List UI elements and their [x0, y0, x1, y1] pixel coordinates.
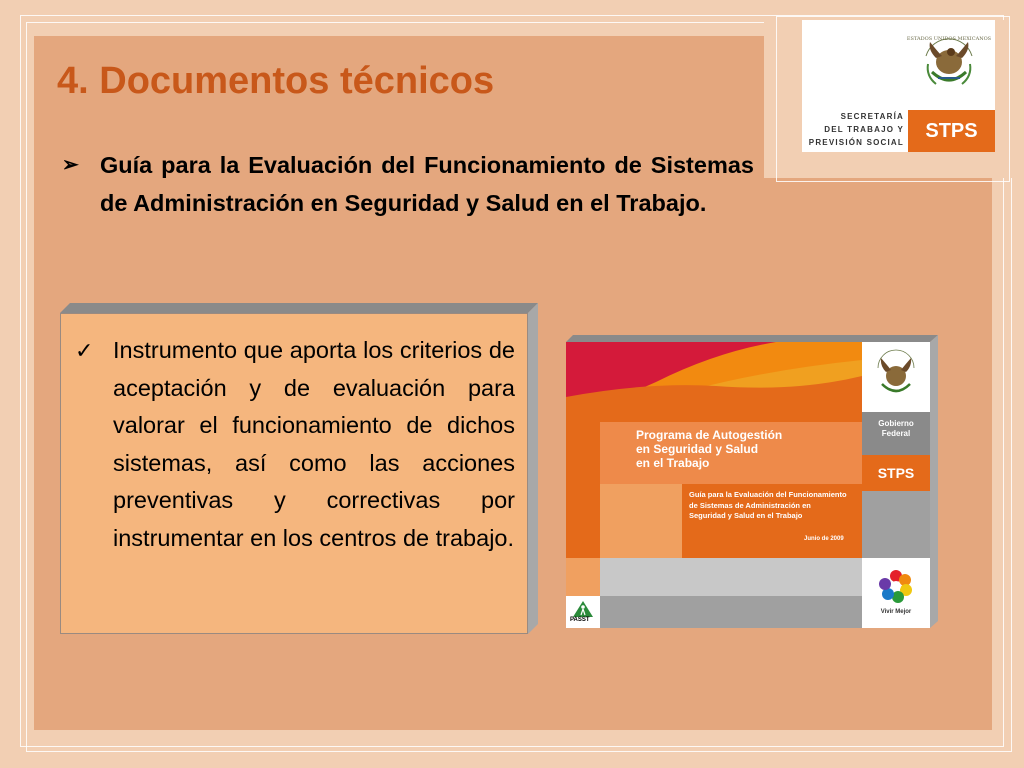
vivir-mejor-label: Vivir Mejor [880, 609, 912, 615]
cover-stps-badge: STPS [862, 455, 930, 491]
gobierno-line: Gobierno [878, 419, 914, 428]
secretaria-line: SECRETARÍA [840, 112, 904, 121]
cover-title-line: Programa de Autogestión [636, 428, 783, 442]
cover-block [566, 558, 600, 596]
gobierno-line: Federal [881, 429, 911, 438]
cover-subtitle [689, 490, 847, 522]
cover-title-line: en Seguridad y Salud [636, 442, 759, 456]
cover-seal-icon [872, 348, 920, 404]
cover-block [600, 558, 862, 596]
arrow-bullet-icon: ➢ [62, 154, 79, 176]
check-icon: ✓ [75, 338, 94, 363]
document-cover [566, 335, 938, 628]
secretaria-text [808, 110, 904, 149]
cover-image [566, 342, 930, 628]
secretaria-line: DEL TRABAJO Y [824, 125, 904, 134]
coat-of-arms-icon [906, 30, 992, 96]
cover-title-line: en el Trabajo [636, 456, 710, 470]
bullet-item [75, 332, 515, 557]
description-box [60, 303, 538, 634]
bullet-text: Instrumento que aporta los criterios de aceptación y de evaluación para valorar el funcionamiento de dichos sistemas, así como las acciones preventivas y correctivas por instrumentar en los centros de trabajo. [113, 337, 515, 551]
box-front [60, 313, 528, 634]
cover-block [600, 596, 862, 628]
document-heading [62, 146, 754, 222]
heading-text: Guía para la Evaluación del Funcionamiento de Sistemas de Administración en Seguridad y Salud en el Trabajo. [100, 152, 754, 216]
cover-block [566, 484, 600, 558]
cover-date: Junio de 2009 [804, 536, 844, 542]
secretaria-line: PREVISIÓN SOCIAL [808, 138, 904, 147]
seal-text: ESTADOS UNIDOS MEXICANOS [906, 36, 992, 42]
cover-subtitle-line: Seguridad y Salud en el Trabajo [689, 511, 803, 520]
vivir-mejor-flower-icon [878, 568, 914, 604]
gobierno-federal-label [862, 419, 930, 439]
cover-block [600, 484, 682, 558]
cover-block [862, 491, 930, 558]
cover-title [636, 428, 782, 470]
cover-subtitle-line: Guía para la Evaluación del Funcionamiento [689, 490, 847, 499]
passt-label: PASST [570, 617, 590, 623]
stps-badge: STPS [908, 110, 995, 152]
cover-subtitle-line: de Sistemas de Administración en [689, 500, 811, 510]
passt-icon [572, 600, 594, 618]
slide-title: 4. Documentos técnicos [57, 60, 495, 102]
